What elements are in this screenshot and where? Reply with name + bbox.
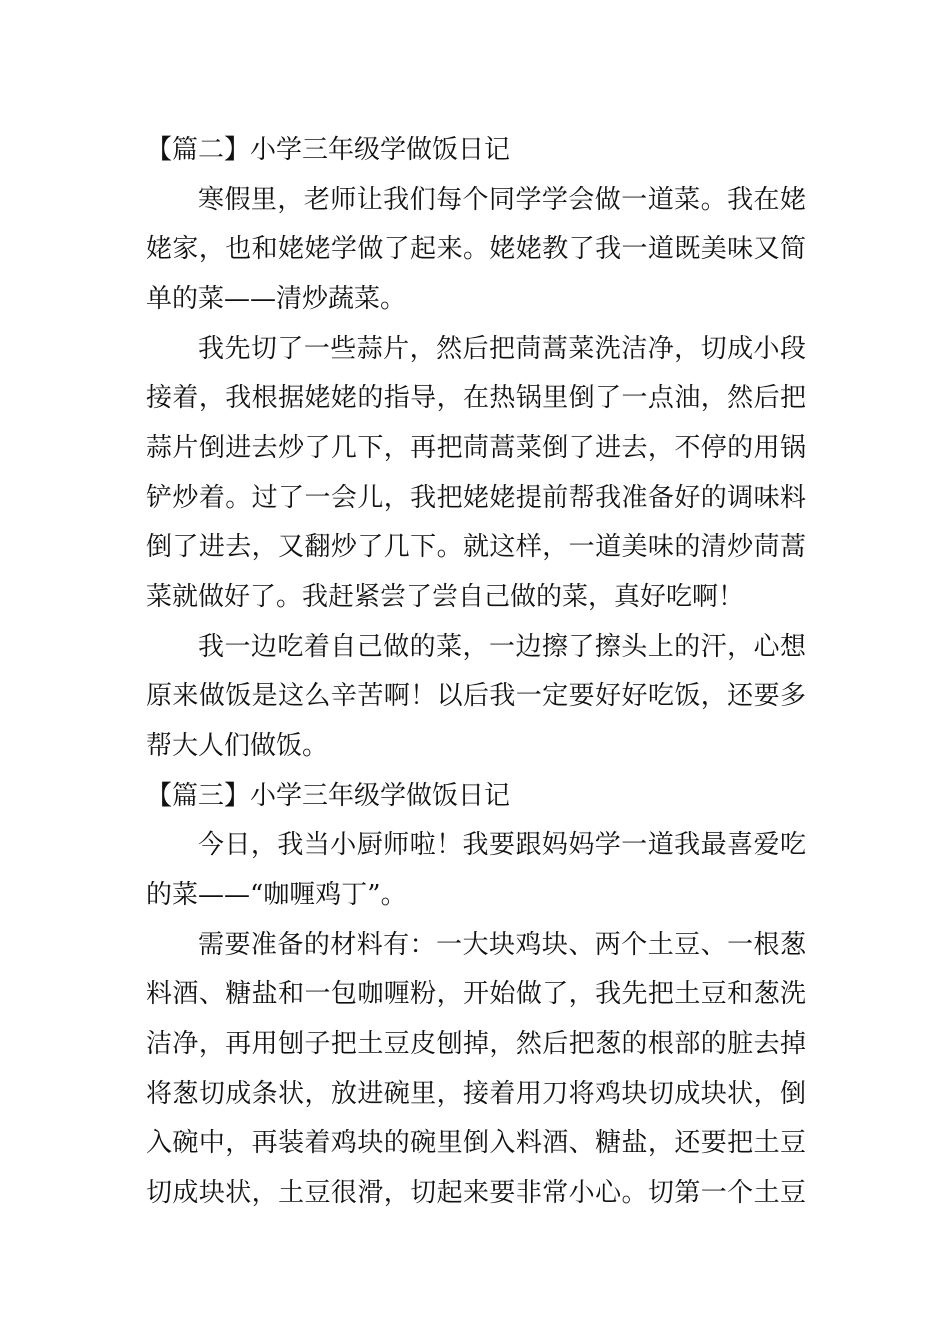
paragraph-line: 我一边吃着自己做的菜，一边擦了擦头上的汗，心想 [198, 632, 806, 662]
section-heading-2: 【篇二】小学三年级学做饭日记 [146, 135, 511, 165]
paragraph-line: 寒假里，老师让我们每个同学学会做一道菜。我在姥 [198, 185, 806, 215]
paragraph-line: 原来做饭是这么辛苦啊！以后我一定要好好吃饭，还要多 [146, 681, 806, 711]
paragraph-line: 切成块状，土豆很滑，切起来要非常小心。切第一个土豆 [146, 1178, 806, 1208]
paragraph-line: 将葱切成条状，放进碗里，接着用刀将鸡块切成块状，倒 [146, 1079, 806, 1109]
paragraph-line: 帮大人们做饭。 [146, 731, 329, 761]
paragraph-line: 菜就做好了。我赶紧尝了尝自己做的菜，真好吃啊！ [146, 582, 745, 612]
paragraph-line: 蒜片倒进去炒了几下，再把茼蒿菜倒了进去，不停的用锅 [146, 433, 806, 463]
paragraph-line: 我先切了一些蒜片，然后把茼蒿菜洗洁净，切成小段 [198, 334, 806, 364]
paragraph-line: 接着，我根据姥姥的指导，在热锅里倒了一点油，然后把 [146, 383, 806, 413]
paragraph-line: 需要准备的材料有：一大块鸡块、两个土豆、一根葱 [198, 930, 806, 960]
paragraph-line: 入碗中，再装着鸡块的碗里倒入料酒、糖盐，还要把土豆 [146, 1128, 806, 1158]
paragraph-line: 铲炒着。过了一会儿，我把姥姥提前帮我准备好的调味料 [146, 483, 806, 513]
paragraph-line: 姥家，也和姥姥学做了起来。姥姥教了我一道既美味又简 [146, 234, 806, 264]
paragraph-line: 倒了进去，又翻炒了几下。就这样，一道美味的清炒茼蒿 [146, 532, 806, 562]
paragraph-line: 今日，我当小厨师啦！我要跟妈妈学一道我最喜爱吃 [198, 830, 806, 860]
section-heading-3: 【篇三】小学三年级学做饭日记 [146, 781, 511, 811]
paragraph-line: 单的菜——清炒蔬菜。 [146, 284, 407, 314]
paragraph-line: 的菜——“咖喱鸡丁”。 [146, 880, 407, 910]
paragraph-line: 料酒、糖盐和一包咖喱粉，开始做了，我先把土豆和葱洗 [146, 979, 806, 1009]
paragraph-line: 洁净，再用刨子把土豆皮刨掉，然后把葱的根部的脏去掉 [146, 1029, 806, 1059]
